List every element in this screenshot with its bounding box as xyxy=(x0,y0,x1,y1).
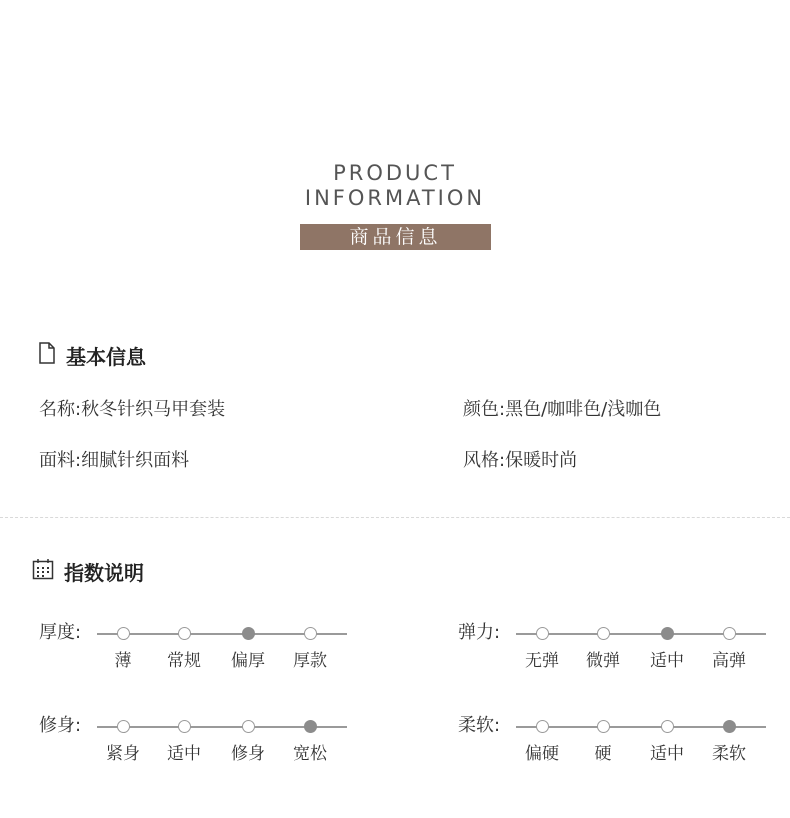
info-label: 颜色: xyxy=(463,399,506,420)
scale-option-label: 常规 xyxy=(167,651,201,671)
basic-info-title: 基本信息 xyxy=(66,345,146,369)
scale-option-label: 偏硬 xyxy=(525,744,559,764)
calendar-icon xyxy=(32,558,54,585)
scale-option-label: 高弹 xyxy=(712,651,746,671)
index-info-title: 指数说明 xyxy=(64,561,144,585)
scale-option-label: 适中 xyxy=(650,651,684,671)
scale-option-label: 适中 xyxy=(650,744,684,764)
scale-softness xyxy=(458,714,788,774)
info-value: 保暖时尚 xyxy=(505,450,578,471)
section-divider xyxy=(0,517,790,518)
scale-dot xyxy=(723,627,736,640)
scale-option-label: 偏厚 xyxy=(231,651,265,671)
scale-dot xyxy=(117,627,130,640)
scale-thickness xyxy=(39,621,369,681)
scale-dot xyxy=(597,627,610,640)
scale-option-label: 适中 xyxy=(167,744,201,764)
scale-option-label: 薄 xyxy=(114,651,132,671)
scale-label: 修身: xyxy=(39,715,82,736)
scale-option-label: 柔软 xyxy=(712,744,746,764)
scale-dot xyxy=(117,720,130,733)
scale-dot xyxy=(661,720,674,733)
scale-label: 弹力: xyxy=(458,622,501,643)
info-item-color xyxy=(463,395,661,421)
scale-option-label: 紧身 xyxy=(106,744,140,764)
info-item-style xyxy=(463,446,577,472)
info-value: 细腻针织面料 xyxy=(81,450,190,471)
scale-label: 柔软: xyxy=(458,715,501,736)
header-cn-title: 商品信息 xyxy=(300,224,491,250)
info-item-fabric xyxy=(39,446,189,472)
scale-option-label: 修身 xyxy=(231,744,265,764)
scale-dot-selected xyxy=(661,627,674,640)
scale-dot-selected xyxy=(723,720,736,733)
scale-option-label: 宽松 xyxy=(293,744,327,764)
header-en-line2: INFORMATION xyxy=(304,186,486,210)
scale-option-label: 微弹 xyxy=(586,651,620,671)
scale-dot-selected xyxy=(304,720,317,733)
scale-option-label: 厚款 xyxy=(293,651,327,671)
basic-info-heading xyxy=(38,341,146,370)
scale-fit xyxy=(39,714,369,774)
document-icon xyxy=(38,342,56,369)
scale-dot-selected xyxy=(242,627,255,640)
scale-dot xyxy=(536,627,549,640)
scale-dot xyxy=(178,720,191,733)
info-label: 风格: xyxy=(463,450,506,471)
info-value: 秋冬针织马甲套装 xyxy=(81,399,226,420)
info-value: 黑色/咖啡色/浅咖色 xyxy=(505,399,662,420)
scale-dot xyxy=(242,720,255,733)
info-item-name xyxy=(39,395,225,421)
index-info-heading xyxy=(32,557,144,586)
info-label: 名称: xyxy=(39,399,82,420)
scale-label: 厚度: xyxy=(39,622,82,643)
scale-dot xyxy=(304,627,317,640)
scale-dot xyxy=(178,627,191,640)
scale-dot xyxy=(597,720,610,733)
scale-elasticity xyxy=(458,621,788,681)
scale-option-label: 无弹 xyxy=(525,651,559,671)
scale-option-label: 硬 xyxy=(594,744,612,764)
header-en-line1: PRODUCT xyxy=(333,161,457,185)
scale-dot xyxy=(536,720,549,733)
info-label: 面料: xyxy=(39,450,82,471)
